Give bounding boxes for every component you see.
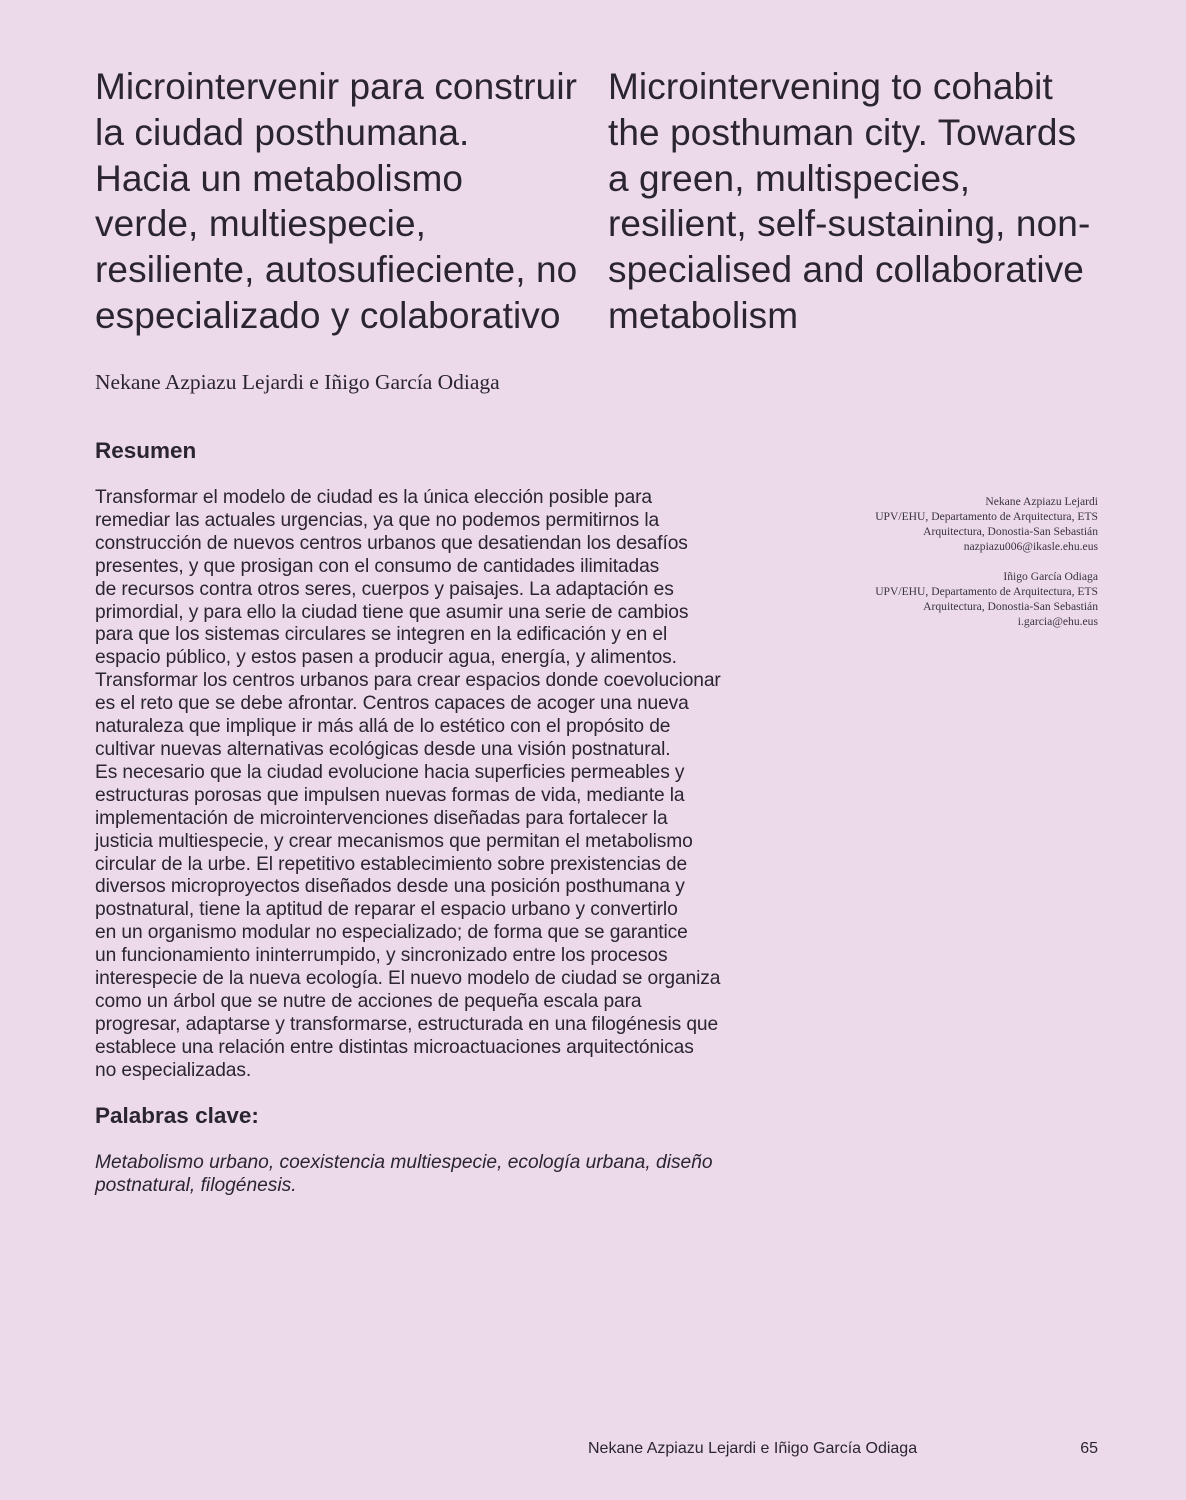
abstract-line: interespecie de la nueva ecología. El nuevo modelo de ciudad se organiza [95,968,721,990]
abstract-line: en un organismo modular no especializado; de forma que se garantice [95,922,688,944]
page-number: 65 [1080,1440,1098,1457]
affiliation-email: nazpiazu006@ikasle.ehu.eus [963,540,1098,554]
affiliation-location: Arquitectura, Donostia-San Sebastián [923,525,1098,539]
abstract-line: es el reto que se debe afrontar. Centros capaces de acoger una nueva [95,693,689,715]
affiliation-institution: UPV/EHU, Departamento de Arquitectura, ETS [875,585,1098,599]
title-english [608,64,1108,339]
title-line: Microintervenir para construir [95,66,578,107]
affiliation-name: Iñigo García Odiaga [1003,570,1098,583]
abstract-line: espacio público, y estos pasen a producir agua, energía, y alimentos. [95,647,677,669]
abstract-line: construcción de nuevos centros urbanos que desatiendan los desafíos [95,532,688,554]
abstract-body [95,487,775,1083]
abstract-line: estructuras porosas que impulsen nuevas formas de vida, mediante la [95,784,685,806]
abstract-line: cultivar nuevas alternativas ecológicas desde una visión postnatural. [95,738,671,760]
abstract-line: postnatural, tiene la aptitud de reparar el espacio urbano y convertirlo [95,899,678,921]
keywords-heading: Palabras clave: [95,1103,259,1128]
abstract-line: Transformar los centros urbanos para crear espacios donde coevolucionar [95,670,721,692]
abstract-line: establece una relación entre distintas microactuaciones arquitectónicas [95,1036,694,1058]
abstract-line: Transformar el modelo de ciudad es la única elección posible para [95,487,653,508]
abstract-line: implementación de microintervenciones diseñadas para fortalecer la [95,807,668,829]
footer-authors: Nekane Azpiazu Lejardi e Iñigo García Odiaga [588,1440,918,1457]
affiliation-institution: UPV/EHU, Departamento de Arquitectura, ETS [875,510,1098,524]
abstract-line: como un árbol que se nutre de acciones de pequeña escala para [95,990,642,1012]
abstract-line: para que los sistemas circulares se integren en la edificación y en el [95,624,668,646]
title-line: a green, multispecies, [608,157,971,199]
title-line: Microintervening to cohabit [608,66,1053,107]
resumen-heading: Resumen [95,438,197,463]
title-line: verde, multiespecie, [95,203,427,245]
abstract-line: circular de la urbe. El repetitivo establecimiento sobre prexistencias de [95,853,688,875]
title-line: especializado y colaborativo [95,294,561,336]
title-line: resiliente, autosufieciente, no [95,249,578,291]
abstract-line: presentes, y que prosigan con el consumo de cantidades ilimitadas [95,555,660,577]
keywords-line: postnatural, filogénesis. [95,1174,297,1196]
abstract-line: Es necesario que la ciudad evolucione hacia superficies permeables y [95,761,685,783]
affiliation-author-1 [778,494,1098,554]
abstract-line: primordial, y para ello la ciudad tiene que asumir una serie de cambios [95,601,689,623]
title-line: resilient, self-sustaining, non- [608,203,1091,245]
affiliation-email: i.garcia@ehu.eus [1017,615,1098,629]
keywords-line: Metabolismo urbano, coexistencia multiespecie, ecología urbana, diseño [95,1152,713,1173]
abstract-line: remediar las actuales urgencias, ya que no podemos permitirnos la [95,509,660,531]
keywords-list [95,1152,775,1198]
title-spanish [95,64,595,339]
affiliation-location: Arquitectura, Donostia-San Sebastián [923,600,1098,614]
abstract-line: naturaleza que implique ir más allá de lo estético con el propósito de [95,716,671,738]
abstract-line: progresar, adaptarse y transformarse, estructurada en una filogénesis que [95,1013,719,1035]
abstract-line: justicia multiespecie, y crear mecanismos que permitan el metabolismo [95,830,693,852]
title-line: the posthuman city. Towards [608,111,1077,153]
title-line: Hacia un metabolismo [95,157,464,199]
abstract-line: un funcionamiento ininterrumpido, y sincronizado entre los procesos [95,945,668,967]
affiliation-author-2 [778,569,1098,629]
abstract-line: de recursos contra otros seres, cuerpos y paisajes. La adaptación es [95,578,674,600]
abstract-line: diversos microproyectos diseñados desde una posición posthumana y [95,876,685,898]
title-line: la ciudad posthumana. [95,111,470,153]
abstract-line: no especializadas. [95,1059,252,1081]
title-line: metabolism [608,294,799,336]
affiliation-name: Nekane Azpiazu Lejardi [985,495,1098,508]
title-line: specialised and collaborative [608,249,1084,291]
author-byline: Nekane Azpiazu Lejardi e Iñigo García Odiaga [95,370,500,394]
